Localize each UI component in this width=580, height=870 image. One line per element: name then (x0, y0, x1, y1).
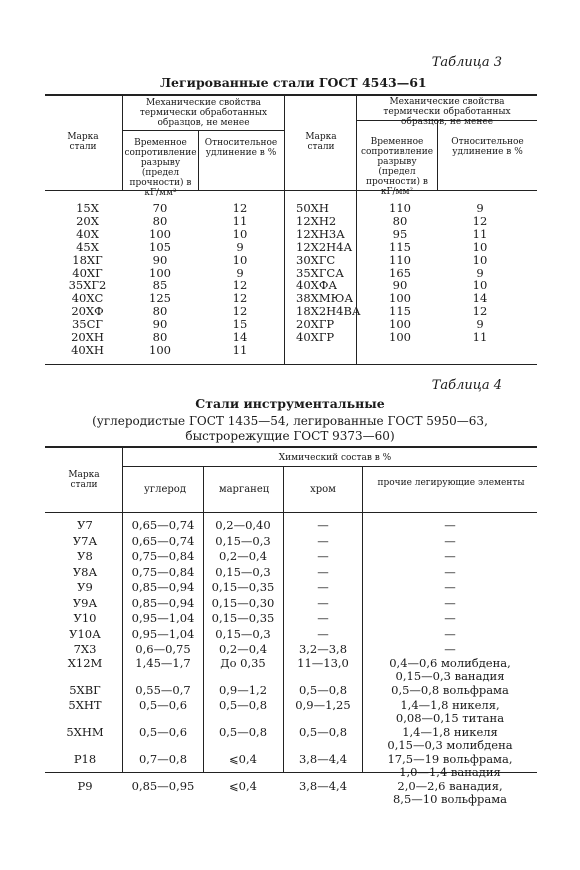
table-cell: 12Х2Н4А (296, 239, 353, 254)
table-cell-c: 0,95—1,04 (131, 626, 195, 641)
table-cell-cr: 0,9—1,25 (295, 698, 351, 712)
table-cell: 12 (232, 304, 248, 319)
table-cell-other: 0,08—0,15 титана (395, 711, 505, 725)
table-cell-c: 0,85—0,95 (131, 779, 195, 793)
table-cell-cr: — (317, 626, 329, 641)
table-cell: 40ХН (71, 342, 104, 357)
table-cell: 40ХС (71, 291, 104, 306)
table-cell-grade: У10 (73, 611, 97, 625)
table-cell: 80 (152, 304, 168, 319)
table-cell-mn: ⩽0,4 (229, 779, 257, 793)
table4-label: Таблица 4 (431, 378, 502, 393)
t3-right-grades (296, 201, 361, 345)
table-cell-other: 0,15—0,3 ванадия (395, 669, 505, 683)
t3-header-mech-right: Механические свойства термически обработанных образцов, не менее (383, 97, 511, 127)
table-cell: 40Х (76, 226, 99, 241)
table-cell-grade: У8А (72, 564, 98, 579)
table-cell: 9 (236, 265, 244, 280)
table-cell-cr: 3,8—4,4 (298, 752, 348, 766)
table-cell-other: — (444, 533, 456, 548)
table-cell: 9 (476, 317, 484, 332)
table-cell: 10 (232, 226, 248, 241)
table-cell: 20ХН (71, 330, 104, 345)
table-cell: 12ХН3А (296, 226, 345, 241)
table-cell-grade: У7 (77, 518, 93, 532)
table-cell: 50ХН (296, 201, 329, 215)
table-cell: 125 (149, 291, 171, 306)
table-cell-cr: 0,5—0,8 (298, 725, 348, 739)
table-cell-c: 0,85—0,94 (131, 580, 195, 594)
t3-left-strength (130, 202, 190, 357)
table4-subtitle-line1: (углеродистые ГОСТ 1435—54, легированные ГОСТ 5950—63, (92, 414, 488, 428)
table-cell: 20Х (76, 213, 99, 228)
table-cell: 12 (232, 291, 248, 306)
table-cell-c: 0,5—0,6 (138, 725, 188, 739)
table-cell: 115 (389, 239, 411, 254)
table-cell-other: — (444, 564, 456, 579)
t4-header-chromium: хром (310, 484, 336, 495)
table-cell-mn: 0,15—0,3 (215, 533, 271, 548)
table-cell-c: 0,75—0,84 (131, 564, 195, 579)
table3-title: Легированные стали ГОСТ 4543—61 (160, 75, 427, 90)
table-cell-c: 0,75—0,84 (131, 549, 195, 563)
table-cell-other: 2,0—2,6 ванадия, (397, 779, 503, 793)
table-cell: 9 (476, 265, 484, 280)
table-cell-grade: У9 (77, 580, 93, 594)
table-cell-cr: — (317, 518, 329, 532)
table-cell-mn: 0,15—0,30 (211, 595, 275, 610)
table-cell: 85 (152, 278, 168, 293)
table-cell: 35ХГ2 (68, 278, 107, 293)
t3-header-elong-right: Относительное удлинение в % (451, 137, 524, 157)
table-cell-cr: — (317, 549, 329, 563)
table-cell-c: 1,45—1,7 (135, 656, 191, 670)
table-cell: 14 (232, 330, 248, 345)
table-cell-grade: Х12М (67, 656, 103, 670)
table-cell: 110 (389, 201, 411, 215)
table-cell-mn: ⩽0,4 (229, 752, 257, 766)
t3-header-strength-left: Временное сопротивление разрыву (предел прочности) в кГ/мм² (124, 138, 197, 198)
t4-header-grade: Марка стали (68, 470, 100, 490)
table-cell-grade: 5ХВГ (69, 683, 101, 697)
table-cell-c: 0,65—0,74 (131, 518, 195, 532)
table-cell: 40ХГ (72, 265, 103, 280)
t4-header-chem: Химический состав в % (278, 453, 392, 463)
table-cell: 12 (472, 304, 488, 319)
t4-header-carbon: углерод (144, 484, 186, 495)
table-cell-other: — (444, 518, 456, 532)
table-cell-mn: 0,15—0,3 (215, 626, 271, 641)
table-cell: 10 (232, 252, 248, 267)
table-cell-grade: 5ХНТ (68, 698, 102, 712)
table-cell-mn: 0,15—0,35 (211, 580, 275, 594)
table-cell-other: — (444, 626, 456, 641)
table-cell-mn: 0,2—0,40 (215, 518, 271, 532)
table-cell-other: — (444, 642, 456, 656)
table-cell: 80 (152, 213, 168, 228)
t3-right-elong (450, 202, 510, 344)
table-cell-mn: 0,2—0,4 (218, 642, 268, 656)
t3-header-grade-left: Марка стали (67, 132, 99, 152)
t3-header-grade-right: Марка стали (305, 132, 337, 152)
table-cell: 100 (149, 265, 171, 280)
table-cell-mn: 0,15—0,35 (211, 611, 275, 625)
t3-header-elong-left: Относительное удлинение в % (204, 138, 278, 158)
table-cell-grade: У10А (69, 626, 101, 641)
table-cell: 100 (389, 330, 411, 345)
t3-header-strength-right: Временное сопротивление разрыву (предел прочности) в кГ/мм² (360, 137, 434, 197)
table-cell: 15Х (76, 201, 99, 215)
table-cell: 18Х2Н4ВА (296, 304, 361, 319)
table-cell: 110 (389, 252, 411, 267)
table-cell: 45Х (76, 239, 99, 254)
table-cell-grade: Р9 (77, 779, 93, 793)
table-cell: 20ХФ (71, 304, 104, 319)
table-cell: 90 (152, 252, 168, 267)
table-cell-c: 0,6—0,75 (135, 642, 191, 656)
t3-header-mech-left: Механические свойства термически обработанных образцов, не менее (139, 98, 268, 128)
table-cell: 11 (232, 342, 248, 357)
table-cell-other: — (444, 611, 456, 625)
table-cell-c: 0,5—0,6 (138, 698, 188, 712)
table-cell-cr: — (317, 611, 329, 625)
table-cell-grade: У8 (77, 549, 93, 563)
table-cell-other: 0,15—0,3 молибдена (387, 738, 513, 752)
table-cell: 10 (472, 252, 488, 267)
table-cell-cr: — (317, 595, 329, 610)
table-cell: 90 (392, 278, 408, 293)
table-cell-c: 0,65—0,74 (131, 533, 195, 548)
table-cell-cr: — (317, 533, 329, 548)
t3-right-strength (370, 202, 430, 344)
table-cell: 11 (472, 226, 488, 241)
table-cell: 35СГ (71, 317, 104, 332)
table-cell: 11 (472, 330, 488, 345)
table-cell: 100 (149, 342, 171, 357)
t3-left-elong (210, 202, 270, 357)
table-cell: 12ХН2 (296, 213, 337, 228)
table-cell: 11 (232, 213, 248, 228)
table-cell-other: 1,4—1,8 никеля, (400, 698, 500, 712)
table-cell: 30ХГС (296, 252, 336, 267)
table-cell-mn: 0,15—0,3 (215, 564, 271, 579)
table-cell-cr: 0,5—0,8 (298, 683, 348, 697)
table-cell-cr: — (317, 564, 329, 579)
table-cell: 40ХГР (296, 330, 335, 345)
t4-header-other: прочие легирующие элементы (377, 478, 525, 488)
table-cell: 35ХГСА (296, 265, 344, 280)
table-cell: 9 (476, 201, 484, 215)
table-cell: 70 (152, 201, 168, 215)
table-cell-c: 0,95—1,04 (131, 611, 195, 625)
table-cell: 14 (472, 291, 488, 306)
table-cell-other: 17,5—19 вольфрама, (387, 752, 513, 766)
table-cell-mn: До 0,35 (220, 656, 266, 670)
table-cell: 80 (152, 330, 168, 345)
table-cell: 115 (389, 304, 411, 319)
table-cell-mn: 0,9—1,2 (218, 683, 268, 697)
table4-subtitle-line2: быстрорежущие ГОСТ 9373—60) (185, 429, 395, 443)
table-cell-grade: Р18 (73, 752, 97, 766)
table-cell: 15 (232, 317, 248, 332)
table-cell: 90 (152, 317, 168, 332)
table-cell: 12 (472, 213, 488, 228)
table-cell: 95 (392, 226, 408, 241)
table-cell-other: 8,5—10 вольфрама (392, 792, 508, 806)
table-cell-other: 0,5—0,8 вольфрама (391, 683, 509, 697)
table-cell: 12 (232, 278, 248, 293)
table-cell: 105 (149, 239, 171, 254)
table-cell-other: 0,4—0,6 молибдена, (389, 656, 511, 670)
table-cell-mn: 0,5—0,8 (218, 725, 268, 739)
table-cell-other: — (444, 549, 456, 563)
t3-left-grades (65, 202, 110, 357)
table-cell-grade: У7А (72, 533, 98, 548)
table-cell-other: — (444, 580, 456, 594)
table-cell-cr: 11—13,0 (297, 656, 349, 670)
table-cell-grade: 7Х3 (73, 642, 97, 656)
table-cell-grade: 5ХНМ (66, 725, 104, 739)
table-cell: 9 (236, 239, 244, 254)
table-cell-cr: — (317, 580, 329, 594)
table-cell: 10 (472, 278, 488, 293)
table-cell-other: 1,4—1,8 никеля (402, 725, 498, 739)
table-cell: 38ХМЮА (296, 291, 354, 306)
table-cell: 100 (389, 317, 411, 332)
table3-label: Таблица 3 (431, 55, 502, 70)
table4-title: Стали инструментальные (195, 396, 385, 411)
table-cell-c: 0,85—0,94 (131, 595, 195, 610)
table-cell: 100 (149, 226, 171, 241)
table-cell-other: 1,0—1,4 ванадия (399, 765, 501, 779)
table-cell: 165 (389, 265, 411, 280)
table-cell: 100 (389, 291, 411, 306)
table-cell-other: — (444, 595, 456, 610)
table-cell: 40ХФА (296, 278, 338, 293)
table-cell: 10 (472, 239, 488, 254)
table-cell: 80 (392, 213, 408, 228)
table-cell: 12 (232, 201, 248, 215)
table-cell-c: 0,55—0,7 (135, 683, 191, 697)
table-cell-cr: 3,8—4,4 (298, 779, 348, 793)
table-cell: 18ХГ (72, 252, 103, 267)
table-cell-cr: 3,2—3,8 (298, 642, 348, 656)
table-cell: 20ХГР (296, 317, 335, 332)
table-cell-grade: У9А (72, 595, 98, 610)
table-cell-mn: 0,2—0,4 (218, 549, 268, 563)
t4-header-manganese: марганец (218, 484, 270, 495)
table-cell-mn: 0,5—0,8 (218, 698, 268, 712)
table-cell-c: 0,7—0,8 (138, 752, 188, 766)
